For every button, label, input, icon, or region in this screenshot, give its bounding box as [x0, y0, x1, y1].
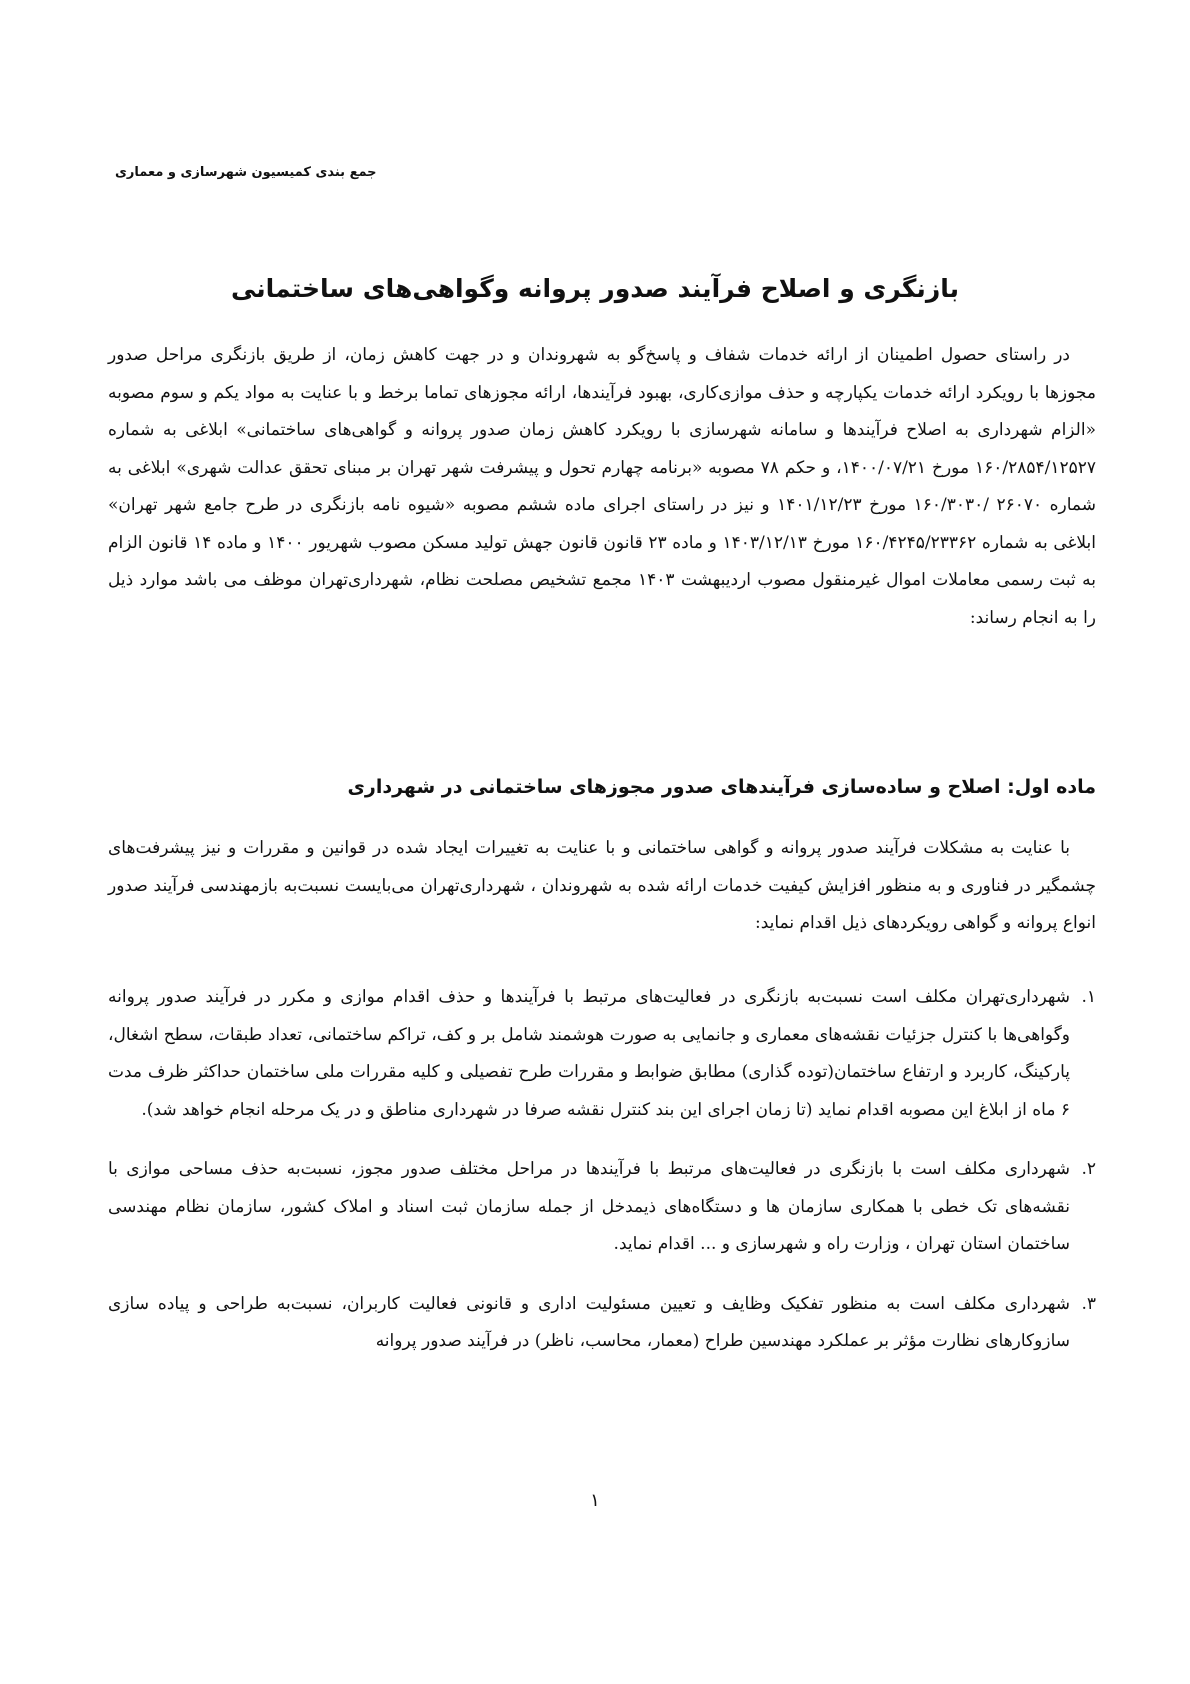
page-number: ۱ — [590, 1490, 600, 1511]
section-heading-article-1: ماده اول: اصلاح و ساده‌سازی فرآیندهای صدور مجوزهای ساختمانی در شهرداری — [347, 776, 1096, 798]
list-item-text: شهرداری مکلف است به منظور تفکیک وظایف و تعیین مسئولیت اداری و قانونی فعالیت کاربران، نسبت‌به طراحی و پیاده سازی سازوکارهای نظارت مؤثر بر عملکرد مهندسین طراح (معمار، محاسب، ناظر) در فرآیند صدور پروانه — [108, 1293, 1070, 1351]
list-item — [108, 1151, 1096, 1264]
document-title: بازنگری و اصلاح فرآیند صدور پروانه وگواهی‌های ساختمانی — [230, 274, 959, 303]
list-item-number: ۱. — [1081, 987, 1096, 1007]
numbered-list — [108, 979, 1096, 1383]
section-intro-paragraph: با عنایت به مشکلات فرآیند صدور پروانه و گواهی ساختمانی و با عنایت به تغییرات ایجاد شده در قوانین و مقررات و نیز پیشرفت‌های چشمگیر در فناوری و به منظور افزایش کیفیت خدمات ارائه شده به شهروندان ، شهرداری‌تهران می‌بایست نسبت‌به بازمهندسی فرآیند صدور انواع پروانه و گواهی رویکردهای ذیل اقدام نماید: — [108, 838, 1096, 933]
running-header-title: جمع بندی کمیسیون شهرسازی و معماری — [115, 165, 377, 180]
list-item — [108, 979, 1096, 1129]
list-item-number: ۳. — [1081, 1293, 1096, 1314]
list-item-text: شهرداری مکلف است با بازنگری در فعالیت‌های مرتبط با فرآیندها در مراحل مختلف صدور مجوز، نسبت‌به حذف مساحی موازی با نقشه‌های تک خطی با همکاری سازمان ها و دستگاه‌های ذیمدخل از جمله سازمان ثبت اسناد و املاک کشور، سازمان نظام مهندسی ساختمان استان تهران ، وزارت راه و شهرسازی و ... اقدام نماید. — [108, 1159, 1070, 1254]
list-item-number: ۲. — [1081, 1159, 1096, 1179]
intro-paragraph: در راستای حصول اطمینان از ارائه خدمات شفاف و پاسخ‌گو به شهروندان و در جهت کاهش زمان، از طریق بازنگری مراحل صدور مجوزها با رویکرد ارائه خدمات یکپارچه و حذف موازی‌کاری، بهبود فرآیندها، ارائه مجوزهای تماما برخط و با عنایت به مواد یکم و سوم مصوبه «الزام شهرداری به اصلاح فرآیندها و سامانه شهرسازی با رویکرد کاهش زمان صدور پروانه و گواهی‌های ساختمانی» ابلاغی به شماره ۱۶۰/۲۸۵۴/۱۲۵۲۷ مورخ ۱۴۰۰/۰۷/۲۱، و حکم ۷۸ مصوبه «برنامه چهارم تحول و پیشرفت شهر تهران بر مبنای تحقق عدالت شهری» ابلاغی به شماره ۲۶۰۷۰ /۱۶۰/۳۰۳۰ مورخ ۱۴۰۱/۱۲/۲۳ و نیز در راستای اجرای ماده ششم مصوبه «شیوه نامه بازنگری در طرح جامع شهر تهران» ابلاغی به شماره ۱۶۰/۴۲۴۵/۲۳۳۶۲ مورخ ۱۴۰۳/۱۲/۱۳ و ماده ۲۳ قانون قانون جهش تولید مسکن مصوب شهریور ۱۴۰۰ و ماده ۱۴ قانون الزام به ثبت رسمی معاملات اموال غیرمنقول مصوب اردیبهشت ۱۴۰۳ مجمع تشخیص مصلحت نظام، شهرداری‌تهران موظف می باشد موارد ذیل را به انجام رساند: — [108, 345, 1096, 628]
list-item — [108, 1286, 1096, 1361]
list-item-text: شهرداری‌تهران مکلف است نسبت‌به بازنگری در فعالیت‌های مرتبط با فرآیندها و حذف اقدام موازی و مکرر در فرآیند صدور پروانه وگواهی‌ها با کنترل جزئیات نقشه‌های معماری و جانمایی به صورت هوشمند شامل بر و کف، تراکم ساختمانی، تعداد طبقات، سطح اشغال، پارکینگ، کاربرد و ارتفاع ساختمان(توده گذاری) مطابق ضوابط و مقررات طرح تفصیلی و کلیه مقررات ملی ساختمان حداکثر ظرف مدت ۶ ماه از ابلاغ این مصوبه اقدام نماید (تا زمان اجرای این بند کنترل نقشه صرفا در شهرداری مناطق و در یک مرحله انجام خواهد شد). — [108, 987, 1071, 1120]
